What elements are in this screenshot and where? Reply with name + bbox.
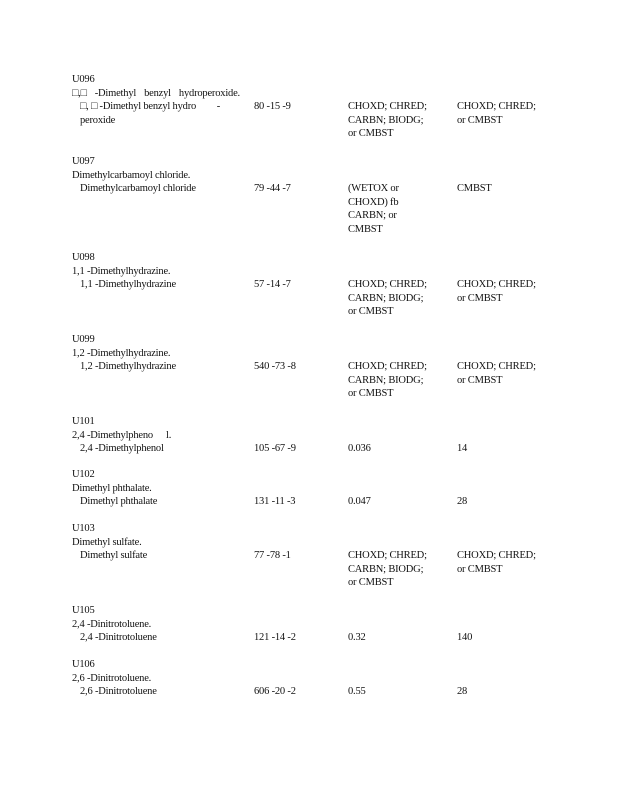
- cas-number: 80 -15 -9: [254, 101, 291, 112]
- name-part: 2,4 -Dimethylpheno: [72, 429, 153, 441]
- constituent-name: Dimethyl sulfate: [80, 550, 148, 561]
- waste-name: Dimethyl phthalate.: [72, 482, 152, 494]
- wastewater-standard: (WETOX or CHOXD) fb CARBN; or CMBST: [348, 183, 399, 235]
- constituent-name: 2,4 -Dimethylphenol: [80, 443, 164, 454]
- entry-u098: [72, 251, 572, 321]
- constituent-name-part: peroxide: [80, 114, 116, 126]
- waste-code: U103: [72, 523, 95, 534]
- cas-number: 57 -14 -7: [254, 279, 291, 290]
- constituent-name-part: □, □ -Dimethyl benzyl hydro: [80, 101, 197, 112]
- constituent-name: 2,4 -Dinitrotoluene: [80, 632, 157, 643]
- wastewater-standard: CHOXD; CHRED; CARBN; BIODG; or CMBST: [348, 361, 427, 399]
- cas-number: 121 -14 -2: [254, 632, 296, 643]
- name-word: hydroperoxide.: [178, 87, 240, 99]
- entry-u101: [72, 415, 572, 459]
- constituent-name: Dimethylcarbamoyl chloride: [80, 183, 196, 194]
- nonwastewater-standard: 14: [457, 443, 468, 454]
- constituent-name-hyphen: -: [216, 101, 220, 112]
- entry-u097: [72, 155, 572, 235]
- cas-number: 540 -73 -8: [254, 361, 296, 372]
- waste-name: 1,1 -Dimethylhydrazine.: [72, 265, 171, 277]
- name-word: □,□: [72, 87, 87, 99]
- wastewater-standard: 0.047: [348, 496, 371, 507]
- nonwastewater-standard: CHOXD; CHRED; or CMBST: [457, 101, 536, 126]
- wastewater-standard: CHOXD; CHRED; CARBN; BIODG; or CMBST: [348, 279, 427, 317]
- entry-u099: [72, 333, 572, 403]
- name-word: -Dimethyl: [94, 87, 137, 99]
- name-word: benzyl: [144, 87, 171, 99]
- wastewater-standard: 0.036: [348, 443, 371, 454]
- wastewater-standard: CHOXD; CHRED; CARBN; BIODG; or CMBST: [348, 550, 427, 588]
- cas-number: 131 -11 -3: [254, 496, 296, 507]
- waste-name: 2,6 -Dinitrotoluene.: [72, 672, 152, 684]
- cas-number: 79 -44 -7: [254, 183, 291, 194]
- entry-u103: [72, 522, 572, 592]
- entry-u106: [72, 658, 572, 702]
- waste-name: Dimethylcarbamoyl chloride.: [72, 169, 191, 181]
- nonwastewater-standard: CMBST: [457, 183, 492, 194]
- waste-code: U097: [72, 156, 95, 167]
- waste-code: U101: [72, 416, 95, 427]
- constituent-name: 1,1 -Dimethylhydrazine: [80, 279, 176, 290]
- entry-u102: [72, 468, 572, 512]
- cas-number: 77 -78 -1: [254, 550, 291, 561]
- entry-u105: [72, 604, 572, 648]
- wastewater-standard: 0.55: [348, 686, 366, 697]
- cas-number: 105 -67 -9: [254, 443, 296, 454]
- name-part: l.: [165, 429, 172, 441]
- cas-number: 606 -20 -2: [254, 686, 296, 697]
- waste-code: U096: [72, 74, 95, 85]
- constituent-name: 1,2 -Dimethylhydrazine: [80, 361, 176, 372]
- waste-name: Dimethyl sulfate.: [72, 536, 142, 548]
- waste-code: U105: [72, 605, 95, 616]
- nonwastewater-standard: 28: [457, 496, 468, 507]
- nonwastewater-standard: 140: [457, 632, 473, 643]
- waste-code: U098: [72, 252, 95, 263]
- waste-name: [72, 429, 171, 443]
- entry-u096: [72, 73, 572, 145]
- waste-name: [72, 87, 240, 101]
- constituent-name: [80, 100, 250, 127]
- constituent-name: 2,6 -Dinitrotoluene: [80, 686, 157, 697]
- nonwastewater-standard: CHOXD; CHRED; or CMBST: [457, 361, 536, 386]
- nonwastewater-standard: 28: [457, 686, 468, 697]
- wastewater-standard: 0.32: [348, 632, 366, 643]
- waste-code: U099: [72, 334, 95, 345]
- waste-name: 2,4 -Dinitrotoluene.: [72, 618, 152, 630]
- nonwastewater-standard: CHOXD; CHRED; or CMBST: [457, 279, 536, 304]
- waste-name: 1,2 -Dimethylhydrazine.: [72, 347, 171, 359]
- nonwastewater-standard: CHOXD; CHRED; or CMBST: [457, 550, 536, 575]
- constituent-name: Dimethyl phthalate: [80, 496, 158, 507]
- waste-code: U106: [72, 659, 95, 670]
- waste-code: U102: [72, 469, 95, 480]
- wastewater-standard: CHOXD; CHRED; CARBN; BIODG; or CMBST: [348, 101, 427, 139]
